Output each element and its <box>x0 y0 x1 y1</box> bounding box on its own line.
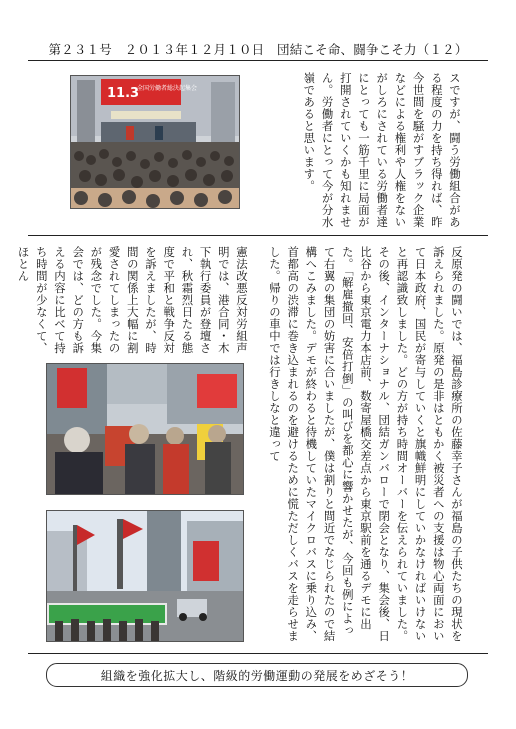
header-rule <box>28 60 488 61</box>
demo-march-photo-2 <box>46 510 244 642</box>
rally-banner-number: 11.3 <box>107 86 140 101</box>
rally-banner-subtext: 全国労働者総決起集会 <box>137 85 198 92</box>
slogan-text: 組織を強化拡大し、階級的労働運動の発展をめざそう！ <box>100 668 414 683</box>
section-divider <box>28 235 488 236</box>
rally-stage-photo <box>70 75 240 209</box>
footer-rule <box>28 653 488 654</box>
article-text-lower-left: 憲法改悪反対労組声明では、港合同・木下執行委員が登壇され、秋霜烈日たる態度で平和と戦争反対を訴えましたが、時間の関係上大幅に割愛されてしまったのが残念でした。今集会では、どの方も訴える内容に比べて持ち時間が少なくて、ほとん <box>16 246 249 354</box>
demo-march-photo-1 <box>46 363 244 495</box>
slogan-banner <box>46 663 468 687</box>
article-text-lower-right: 反原発の闘いでは、福島診療所の佐藤幸子さんが福島の子供たちの現状を訴えられました。原発の是非はともかく被災者への支援は物心両面において日本政府、国民が寄与していくと旗幟鮮明にしていかなければいけないと再認識致しました。どの方が持ち時間オーバーを伝えられていました。その後、インターナショナル、団結ガンバローで閉会となり、集会後、日比谷から東京電力本店前、数寄屋橋交差点から東京駅前を通るデモに出た。「解雇撤回、安倍打倒」の叫びを都心に響かせたが、今回も例によって右翼の集団の妨害に合いましたが、僕は割りと間近でなじられたので結構へこみました。デモが終わると待機していたマイクロバスに乗り込み、首都高の渋滞に巻き込まれるのを避けるために慌ただしくバスを走らせました。帰りの車中では行きしなと違って <box>267 246 464 642</box>
article-text-upper: スですが、闘う労働組合がある程度の力を持ち得れば、昨今世間を騒がすブラック企業などによる権利や人権をないがしろにされている労働者達にとっても一筋千里に局面が打開されていくかも知れません。労働者にとって今が分水嶺であると思います。 <box>302 72 462 228</box>
page-header: 第２３１号 ２０１３年１２月１０日 団結こそ命、闘争こそ力（１２） <box>48 42 468 57</box>
